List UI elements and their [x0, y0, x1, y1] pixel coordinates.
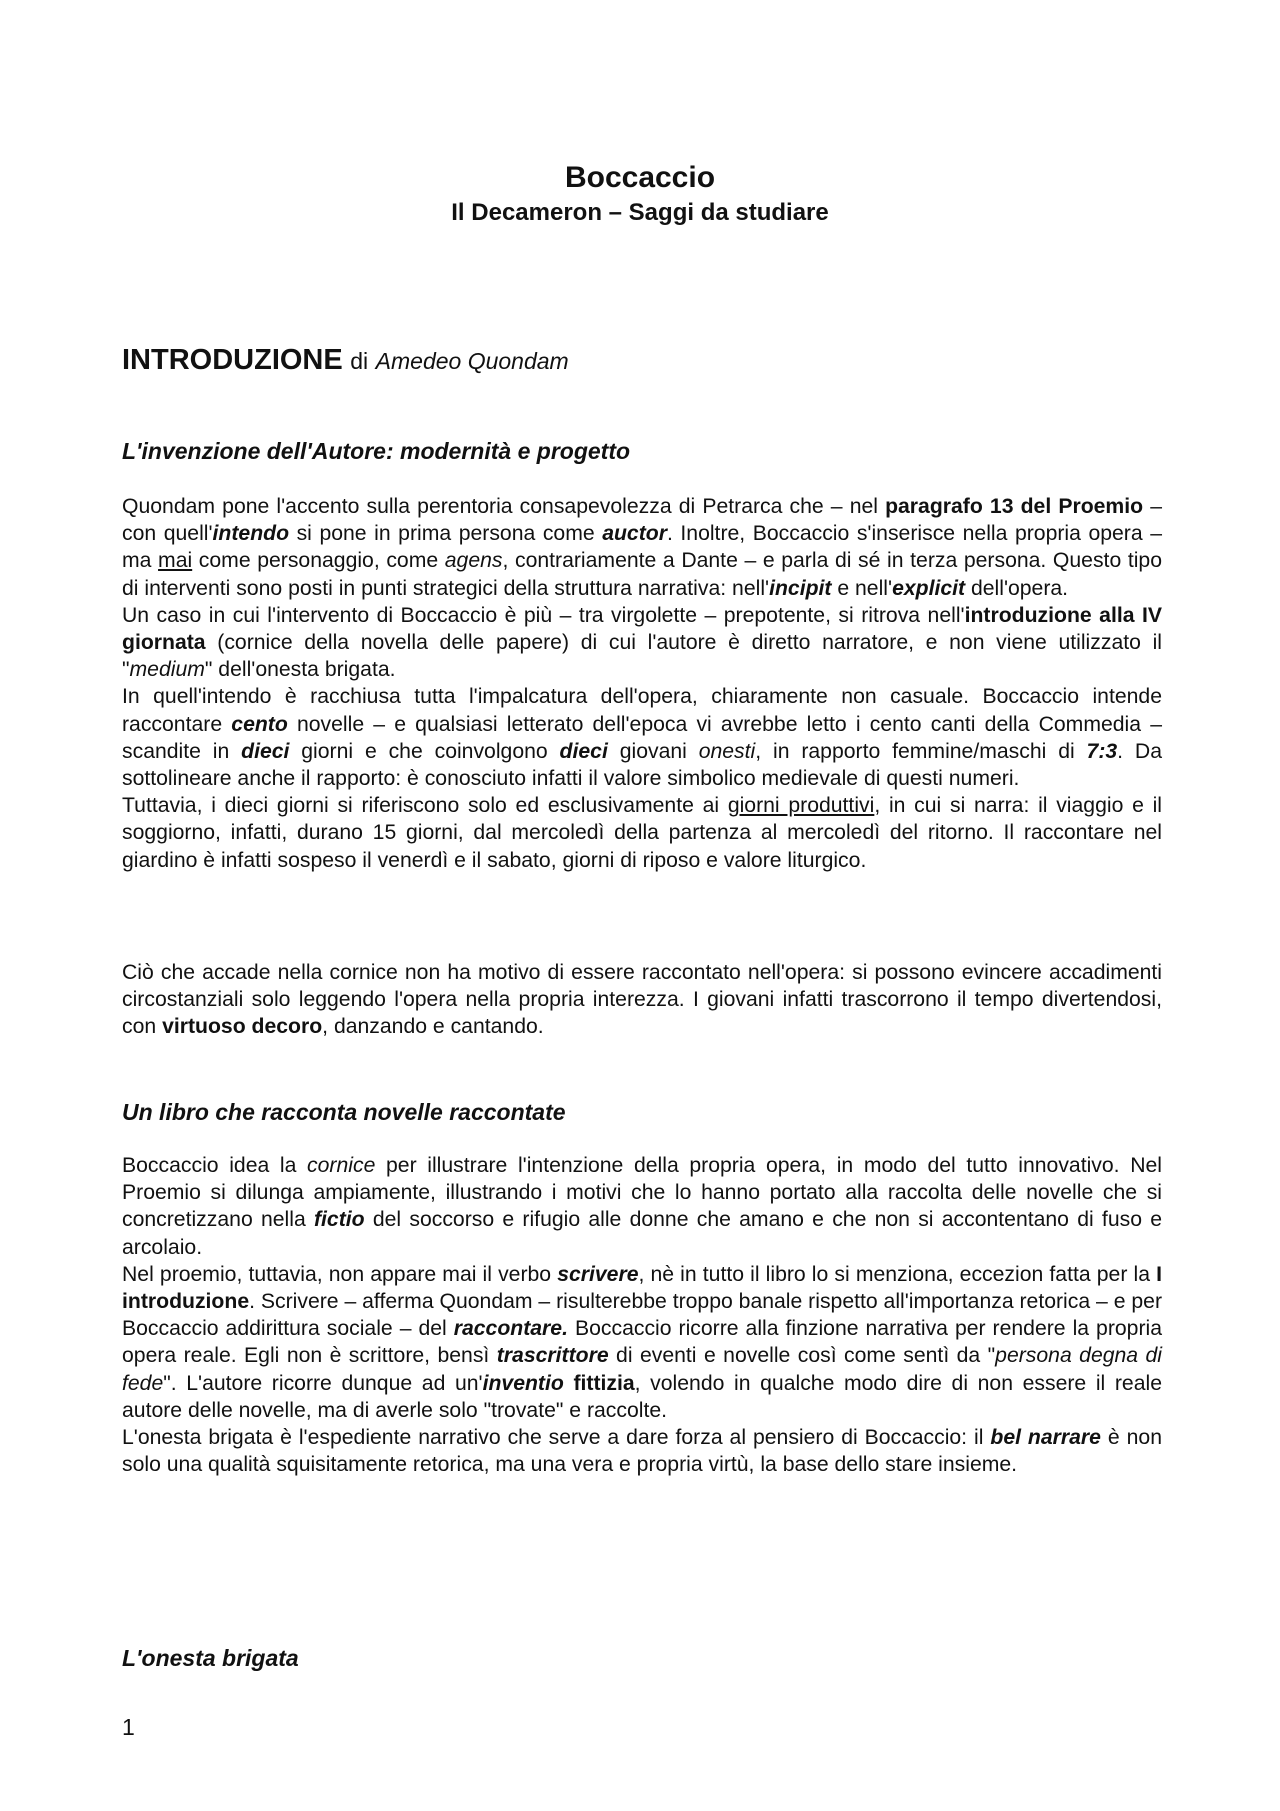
text-run: Boccaccio idea la [122, 1154, 308, 1177]
paragraph [122, 1152, 1162, 1261]
text-run: . Da sottolineare anche il rapporto: è conosciuto infatti il valore simbolico medievale di questi numeri. [122, 739, 1162, 791]
text-run: dieci [241, 739, 290, 763]
text-run: cento [231, 712, 288, 736]
text-run: giovani [607, 739, 699, 763]
text-run: mai [158, 549, 193, 573]
text-run: , in rapporto femmine/maschi di [755, 739, 1087, 763]
section-body-invenzione [122, 493, 1162, 874]
text-run: fictio [313, 1208, 365, 1232]
text-run: Nel proemio, tuttavia, non appare mai il verbo [122, 1262, 558, 1286]
text-run: introduzione alla IV giornata [122, 603, 1162, 655]
text-run: intendo [212, 522, 290, 546]
introduction-label: INTRODUZIONE [122, 344, 343, 376]
text-run: , nè in tutto il libro lo si menziona, eccezion fatta per la [638, 1262, 1157, 1286]
text-run: 7:3 [1086, 739, 1118, 763]
text-run: cornice [307, 1154, 376, 1177]
text-run: del soccorso e rifugio alle donne che amano e che non si accontentano di fuso e arcolaio. [122, 1208, 1163, 1259]
text-run: dieci [559, 739, 608, 763]
text-run: è non solo una qualità squisitamente retorica, ma una vera e propria virtù, la base dello stare insieme. [122, 1426, 1162, 1477]
text-run: bel narrare [990, 1426, 1101, 1450]
text-run: ". L'autore ricorre dunque ad un' [163, 1371, 483, 1395]
section-heading-onesta-brigata: L'onesta brigata [122, 1645, 299, 1671]
text-run: inventio [482, 1371, 564, 1395]
text-run: giorni produttivi [727, 794, 875, 818]
introduction-heading [122, 343, 569, 378]
text-run: – con quell' [122, 495, 1162, 546]
text-run: paragrafo 13 del Proemio [885, 495, 1144, 518]
text-run: explicit [892, 576, 966, 600]
section-heading-invenzione: L'invenzione dell'Autore: modernità e progetto [122, 438, 631, 464]
text-run: (cornice della novella delle papere) di cui l'autore è diretto narratore, e non viene utilizzato il " [122, 631, 1162, 682]
section-body-libro [122, 1152, 1162, 1478]
text-run: Boccaccio ricorre alla finzione narrativa per rendere la propria opera reale. Egli non è scrittore, bensì [122, 1317, 1162, 1368]
text-run: scrivere [557, 1262, 639, 1286]
section-body-cornice [122, 959, 1162, 1041]
paragraph [122, 602, 1162, 684]
text-run [564, 1372, 574, 1395]
text-run: L'onesta brigata è l'espediente narrativo che serve a dare forza al pensiero di Boccaccio: il [122, 1426, 991, 1450]
document-subtitle: Il Decameron – Saggi da studiare [451, 199, 829, 226]
text-run: novelle – e qualsiasi letterato dell'epoca vi avrebbe letto i cento canti della Commedia – scandite in [122, 712, 1162, 763]
text-run: agens [444, 549, 503, 573]
text-run: , contrariamente a Dante – e parla di sé in terza persona. Questo tipo di interventi sono posti in punti strategici della struttura narrativa: nell' [122, 549, 1162, 600]
text-run: auctor [602, 522, 667, 546]
paragraph [122, 1424, 1162, 1478]
text-run: trascrittore [496, 1344, 609, 1368]
text-run: " dell'onesta brigata. [204, 658, 396, 682]
text-run: persona degna di fede [122, 1344, 1162, 1395]
document-title: Boccaccio [564, 161, 716, 194]
page-number: 1 [122, 1714, 135, 1740]
paragraph [122, 959, 1162, 1041]
section-heading-libro: Un libro che racconta novelle raccontate [122, 1099, 566, 1125]
text-run: , volendo in qualche modo dire di non essere il reale autore delle novelle, ma di averle solo "trovate" e raccolte. [122, 1371, 1162, 1422]
text-run: , danzando e cantando. [322, 1015, 544, 1039]
text-run: per illustrare l'intenzione della propria opera, in modo del tutto innovativo. Nel Proemio si dilunga ampiamente, illustrando i motivi che lo hanno portato alla raccolta delle novelle che si concretizzano nella [122, 1154, 1162, 1232]
paragraph [122, 683, 1162, 792]
text-run: , in cui si narra: il viaggio e il soggiorno, infatti, durano 15 giorni, dal mercoledì della partenza al mercoledì del ritorno. Il raccontare nel giardino è infatti sospeso il venerdì e il sabato, giorni di riposo e valore liturgico. [122, 794, 1163, 872]
text-run: . Scrivere – afferma Quondam – risulterebbe troppo banale rispetto all'importanza retorica – e per Boccaccio addirittura sociale – del [122, 1290, 1162, 1341]
text-run: I introduzione [122, 1262, 1162, 1314]
text-run: Tuttavia, i dieci giorni si riferiscono solo ed esclusivamente ai [122, 794, 728, 818]
text-run: Ciò che accade nella cornice non ha motivo di essere raccontato nell'opera: si possono evincere accadimenti circostanziali solo leggendo l'opera nella propria interezza. I giovani infatti trascorrono il tempo divertendosi, con [122, 961, 1162, 1039]
text-run: giorni e che coinvolgono [289, 739, 560, 763]
text-run: di eventi e novelle così come sentì da " [608, 1344, 996, 1368]
text-run: . Inoltre, Boccaccio s'inserisce nella propria opera – ma [122, 522, 1162, 573]
text-run: Un caso in cui l'intervento di Boccaccio è più – tra virgolette – prepotente, si ritrova nell' [122, 603, 965, 627]
text-run: virtuoso decoro [162, 1015, 323, 1039]
paragraph [122, 1261, 1162, 1424]
text-run: dell'opera. [965, 576, 1069, 600]
introduction-by: di [350, 348, 369, 374]
text-run: medium [129, 658, 205, 682]
text-run: raccontare. [453, 1317, 568, 1341]
text-run: incipit [769, 576, 832, 600]
introduction-author: Amedeo Quondam [375, 348, 569, 374]
text-run: fittizia [573, 1371, 635, 1395]
text-run: onesti [698, 739, 756, 763]
text-run: si pone in prima persona come [289, 522, 603, 546]
paragraph [122, 792, 1162, 874]
paragraph [122, 493, 1162, 602]
text-run: e nell' [831, 576, 893, 600]
text-run: come personaggio, come [192, 549, 445, 573]
text-run: Quondam pone l'accento sulla perentoria consapevolezza di Petrarca che – nel [122, 495, 886, 518]
text-run: In quell'intendo è racchiusa tutta l'impalcatura dell'opera, chiaramente non casuale. Boccaccio intende raccontare [122, 685, 1162, 736]
